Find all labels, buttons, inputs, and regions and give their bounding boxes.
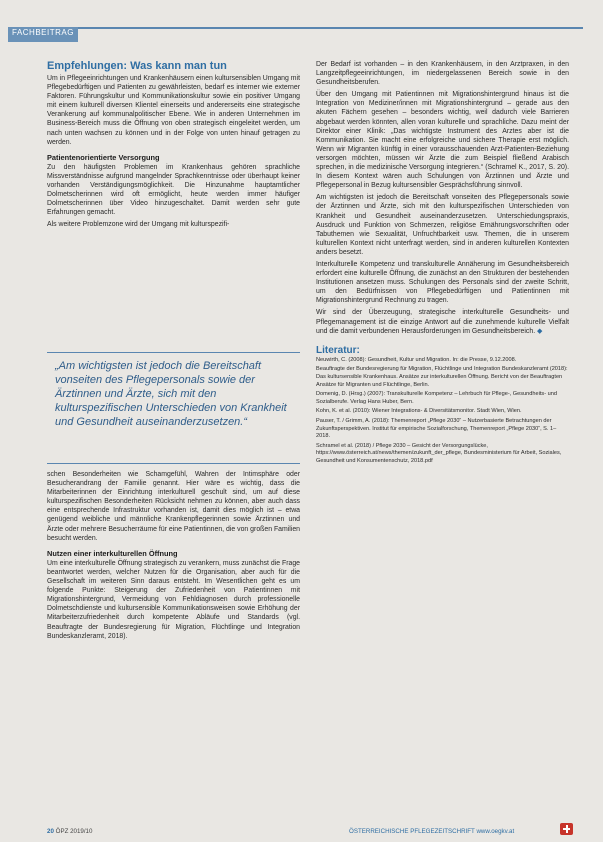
reference-item: Kohn, K. et al. (2010): Wiener Integrations- & Diversitätsmonitor. Stadt Wien, Wien. (316, 408, 522, 415)
pull-quote-text: „Am wichtigsten ist jedoch die Bereitschaft vonseiten des Pflegepersonals sowie der Ärztinnen und Ärzte, sich mit den kulturspezifischen Unterschieden von Krankheit und Gesundheit auseinanderzusetzen.“ (55, 360, 287, 428)
journal-url: www.oegkv.at (476, 828, 515, 835)
paragraph: schen Besonderheiten wie Schamgefühl, Wahren der Intimsphäre oder Besucherandrang der Familie genannt. Hier wäre es wichtig, dass die Mitarbeiterinnen der Einrichtung interkulturell geschult sind, um auf diese kulturspezifischen Besonderheiten Rücksicht nehmen zu können, aber auch dass eine entsprechende Infrastruktur vorhanden ist, damit dies möglich ist – etwa genügend weibliche und männliche Krankenpflegerinnen sowie Ärztinnen und Ärzte oder mehrere Besucherräume für eine Patientinnen, die von großen Familien besucht werden. (47, 471, 300, 542)
paragraph-text: Wir sind der Überzeugung, strategische interkulturelle Gesundheits- und Pflegemanagement ist die einzige Antwort auf die zunehmende kulturelle Vielfalt und die damit verbundenen Herausforderungen im Gesundheitsbereich. (316, 309, 569, 335)
literature-heading: Literatur: (316, 344, 360, 356)
journal-logo-icon (560, 823, 573, 835)
subheading: Patientenorientierte Versorgung (47, 152, 160, 162)
page-number: 20 (47, 828, 54, 835)
paragraph: Um eine interkulturelle Öffnung strategisch zu verankern, muss zunächst die Frage beantwortet werden, welcher Nutzen für die Organisation, aber auch für die Gesellschaft im weiteren Sinn daraus entsteht. Im Wesentlichen geht es um folgende Punkte: Steigerung der Zufriedenheit von Patientinnen mit Migrationshintergrund, Vermeidung von Fehldiagnosen durch professionelle Dolmetschdienste und kultursensible Kommunikationsweisen sowie Erhöhung der Mitarbeiterzufriedenheit durch kompetente Abläufe und Standards (vgl. Beauftragte der Bundesregierung für Migration, Flüchtlinge und Integration Bundeskanzleramt, 2018). (47, 559, 300, 640)
paragraph: Der Bedarf ist vorhanden – in den Krankenhäusern, in den Arztpraxen, in den Langzeitpflegeeinrichtungen, im niedergelassenen Bereich sowie in den Gesundheitsberufen. (316, 61, 569, 87)
reference-item: Pauser, T. / Grimm, A. (2018): Themenreport „Pflege 2030“ – Nutzerbasierte Betrachtungen der Zukunftsperspektiven. Institut für empirische Sozialforschung, Themenreport „Pflege 2030“, S. 1–2018. (316, 417, 557, 440)
section-heading: Empfehlungen: Was kann man tun (47, 60, 227, 72)
paragraph (316, 308, 569, 335)
issue-label: ÖPZ 2019/10 (55, 828, 93, 835)
paragraph: Zu den häufigsten Problemen im Krankenhaus gehören sprachliche Missverständnisse aufgrund mangelnder Sprachkenntnisse oder überhaupt keiner vorhanden Verständigungsmöglichkeit. Die Hinzunahme hauptamtlicher Dolmetscherinnen wird oft ermöglicht, heute werden immer häufiger Dolmetscherinnen über Video hinzugeschaltet. Damit werden sehr gute Erfahrungen gemacht. (47, 163, 300, 217)
reference-item: Schramel et al. (2018) / Pflege 2030 – Gesicht der Versorgungslücke, https://www.österreich.at/news/themen/zukunft_der_pflege, Bundesministerium für Arbeit, Soziales, Gesundheit und Konsumentenschutz, 2018.pdf (316, 442, 562, 464)
paragraph: Interkulturelle Kompetenz und transkulturelle Annäherung im Gesundheitsbereich erfordert eine kulturelle Öffnung, die zunächst an den Strukturen der bestehenden Institutionen ansetzen muss. Schulungen des Personals sind der zweite Schritt, um den Bedürfnissen von Pflegebedürftigen und Patientinnen mit Migrationshintergrund Rechnung zu tragen. (316, 260, 569, 305)
paragraph: Am wichtigsten ist jedoch die Bereitschaft vonseiten des Pflegepersonals sowie der Ärztinnen und Ärzte, sich mit den kulturspezifischen Unterschieden von Krankheit und Gesundheit auseinanderzusetzen. Unterschiedungspraxis, Ausdruck und Funktion von Schmerzen, religiöse Ernährungsvorschriften oder Tabuthemen wie Sexualität, Unfruchtbarkeit usw. Themen, die in unserem kulturellen Kontext nicht unterfragt werden, sind in anderen kulturellen Kontexten anders besetzt. (316, 194, 569, 256)
left-column (47, 60, 300, 233)
reference-item: Neuwirth, C. (2008): Gesundheit, Kultur und Migration. In: die Presse, 9.12.2008. (316, 356, 517, 363)
paragraph: Als weitere Problemzone wird der Umgang mit kulturspezifi- (47, 221, 230, 229)
subheading: Nutzen einer interkulturellen Öffnung (47, 548, 178, 558)
reference-item: Beauftragte der Bundesregierung für Migration, Flüchtlinge und Integration Bundeskanzleramt (2018): Das kultursensible Krankenhaus. Ansätze zur interkulturellen Öffnung. Bericht von der Beauftragten Ansätze für Migranten und Flüchtlinge, Berlin. (316, 366, 568, 388)
paragraph: Um in Pflegeeinrichtungen und Krankenhäusern einen kultursensiblen Umgang mit Pflegebedürftigen und Patienten zu gewährleisten, bedarf es interner wie externer Faktoren. Führungskultur und Kommunikationskultur sowie ein positiver Umgang mit einem kulturell diversen Klientel einerseits und andererseits eine strategische Verankerung auf kommunalpolitischer Ebene. Wie in anderen Unternehmen im Business-Bereich muss die Öffnung von oben strategisch eingeleitet werden, um nach unten wachsen zu können und in der Folge von unten hinauf getragen zu werden. (47, 75, 300, 146)
footer-left (47, 828, 92, 835)
journal-name: ÖSTERREICHISCHE PFLEGEZEITSCHRIFT (349, 828, 475, 835)
footer-right (349, 828, 514, 835)
header-rule (8, 27, 583, 41)
end-mark-icon: ◆ (537, 327, 543, 335)
pull-quote (47, 352, 300, 464)
right-column (316, 60, 569, 468)
section-tag: FACHBEITRAG (8, 27, 78, 42)
reference-item: Domenig, D. (Hrsg.) (2007): Transkulturelle Kompetenz – Lehrbuch für Pflege-, Gesundheits- und Sozialberufe. Verlag Hans Huber, Bern. (316, 391, 557, 405)
left-column-lower (47, 470, 300, 644)
paragraph: Über den Umgang mit Patientinnen mit Migrationshintergrund hinaus ist die Integration von Mediziner/innen mit Migrationshintergrund – gerade aus den akuten Fächern gesehen – besonders wichtig, weil dadurch viele Barrieren abgebaut werden könnten, allen voran kulturelle und sprachliche. Dazu meint der Direktor einer Klinik: „Das wichtigste Instrument des Arztes aber ist die Kommunikation. Sie macht eine erfolgreiche und sichere Therapie erst möglich. Wenn wir Migranten künftig in einer vorausschauenden Arzt-Patienten-Beziehung versorgen möchten, müssen wir Ärzte die zum Beispiel fließend Arabisch sprechen, in die medizinische Versorgung integrieren.“ (Schramel K., 2017, S. 20). In diesem Kontext wären auch Schulungen von Ärztinnen und Ärzte und Pflegepersonal in Bezug kultursensibler Gesprächsführung sinnvoll. (316, 91, 569, 190)
